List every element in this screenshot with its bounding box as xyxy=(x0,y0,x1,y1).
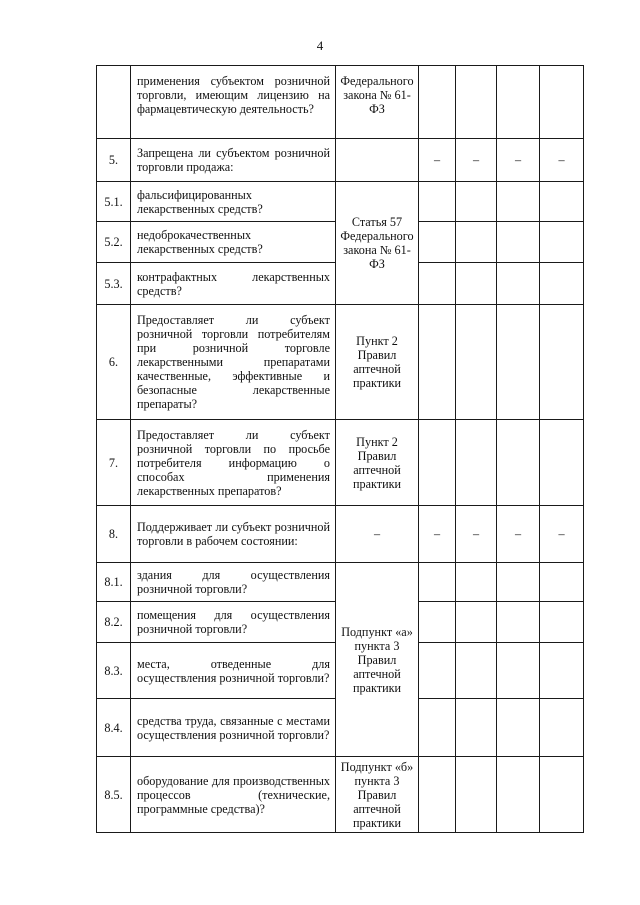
answer-cell xyxy=(540,222,584,263)
answer-cell xyxy=(540,420,584,506)
answer-cell xyxy=(497,263,540,305)
answer-cell xyxy=(497,602,540,643)
question-text: места, отведенные для осуществления розничной торговли? xyxy=(131,643,336,699)
answer-cell xyxy=(497,182,540,222)
answer-cell xyxy=(456,757,497,833)
table-row xyxy=(97,757,584,833)
answer-cell xyxy=(419,305,456,420)
row-number: 6. xyxy=(97,305,131,420)
table-row xyxy=(97,563,584,602)
answer-cell xyxy=(540,602,584,643)
legal-basis: Пункт 2 Правил аптечной практики xyxy=(336,305,419,420)
answer-cell xyxy=(540,305,584,420)
checklist-table xyxy=(96,65,584,833)
answer-cell: – xyxy=(456,506,497,563)
answer-cell xyxy=(456,643,497,699)
answer-cell xyxy=(419,643,456,699)
answer-cell xyxy=(540,757,584,833)
question-text: Поддерживает ли субъект розничной торговли в рабочем состоянии: xyxy=(131,506,336,563)
answer-cell xyxy=(497,420,540,506)
table-row xyxy=(97,420,584,506)
answer-cell xyxy=(497,305,540,420)
answer-cell xyxy=(456,699,497,757)
table-row xyxy=(97,182,584,222)
row-number: 5.2. xyxy=(97,222,131,263)
answer-cell xyxy=(497,699,540,757)
row-number: 8.3. xyxy=(97,643,131,699)
legal-basis: Пункт 2 Правил аптечной практики xyxy=(336,420,419,506)
question-text: средства труда, связанные с местами осуществления розничной торговли? xyxy=(131,699,336,757)
row-number: 5. xyxy=(97,139,131,182)
row-number: 8.5. xyxy=(97,757,131,833)
question-text: Предоставляет ли субъект розничной торговли потребителям при розничной торговле лекарственными препаратами качественные, эффективные и безопасные лекарственные препараты? xyxy=(131,305,336,420)
table-row xyxy=(97,305,584,420)
table-row xyxy=(97,139,584,182)
question-text: контрафактных лекарственных средств? xyxy=(131,263,336,305)
answer-cell xyxy=(540,66,584,139)
answer-cell: – xyxy=(419,506,456,563)
answer-cell xyxy=(419,563,456,602)
question-text: оборудование для производственных процессов (технические, программные средства)? xyxy=(131,757,336,833)
answer-cell xyxy=(497,643,540,699)
row-number: 8.2. xyxy=(97,602,131,643)
legal-basis: Подпункт «б» пункта 3 Правил аптечной практики xyxy=(336,757,419,833)
answer-cell: – xyxy=(419,139,456,182)
answer-cell xyxy=(497,563,540,602)
answer-cell xyxy=(456,602,497,643)
legal-basis: Подпункт «а» пункта 3 Правил аптечной практики xyxy=(336,563,419,757)
answer-cell xyxy=(456,263,497,305)
answer-cell xyxy=(456,182,497,222)
question-text: применения субъектом розничной торговли, имеющим лицензию на фармацевтическую деятельность? xyxy=(131,66,336,139)
row-number: 8.4. xyxy=(97,699,131,757)
answer-cell xyxy=(497,757,540,833)
answer-cell xyxy=(497,66,540,139)
row-number: 5.1. xyxy=(97,182,131,222)
answer-cell: – xyxy=(540,139,584,182)
answer-cell: – xyxy=(497,139,540,182)
answer-cell xyxy=(456,563,497,602)
answer-cell xyxy=(540,643,584,699)
answer-cell: – xyxy=(456,139,497,182)
answer-cell xyxy=(419,66,456,139)
question-text: Предоставляет ли субъект розничной торговли по просьбе потребителя информацию о способах применения лекарственных препаратов? xyxy=(131,420,336,506)
question-text: фальсифицированных лекарственных средств? xyxy=(131,182,336,222)
question-text: помещения для осуществления розничной торговли? xyxy=(131,602,336,643)
answer-cell: – xyxy=(497,506,540,563)
row-number: 7. xyxy=(97,420,131,506)
legal-basis: Статья 57 Федерального закона № 61-ФЗ xyxy=(336,182,419,305)
answer-cell xyxy=(456,420,497,506)
page-number: 4 xyxy=(316,38,324,53)
answer-cell xyxy=(419,263,456,305)
question-text: здания для осуществления розничной торговли? xyxy=(131,563,336,602)
row-number: 8. xyxy=(97,506,131,563)
table-row xyxy=(97,506,584,563)
row-number xyxy=(97,66,131,139)
question-text: Запрещена ли субъектом розничной торговли продажа: xyxy=(131,139,336,182)
answer-cell xyxy=(456,222,497,263)
answer-cell xyxy=(419,222,456,263)
answer-cell xyxy=(419,420,456,506)
row-number: 5.3. xyxy=(97,263,131,305)
table-row xyxy=(97,66,584,139)
legal-basis: – xyxy=(336,506,419,563)
answer-cell xyxy=(540,182,584,222)
answer-cell xyxy=(540,563,584,602)
answer-cell xyxy=(540,699,584,757)
answer-cell xyxy=(419,757,456,833)
row-number: 8.1. xyxy=(97,563,131,602)
legal-basis xyxy=(336,139,419,182)
answer-cell xyxy=(456,66,497,139)
legal-basis: Федерального закона № 61-ФЗ xyxy=(336,66,419,139)
answer-cell xyxy=(419,182,456,222)
answer-cell: – xyxy=(540,506,584,563)
answer-cell xyxy=(540,263,584,305)
answer-cell xyxy=(456,305,497,420)
answer-cell xyxy=(497,222,540,263)
answer-cell xyxy=(419,602,456,643)
answer-cell xyxy=(419,699,456,757)
question-text: недоброкачественных лекарственных средств? xyxy=(131,222,336,263)
